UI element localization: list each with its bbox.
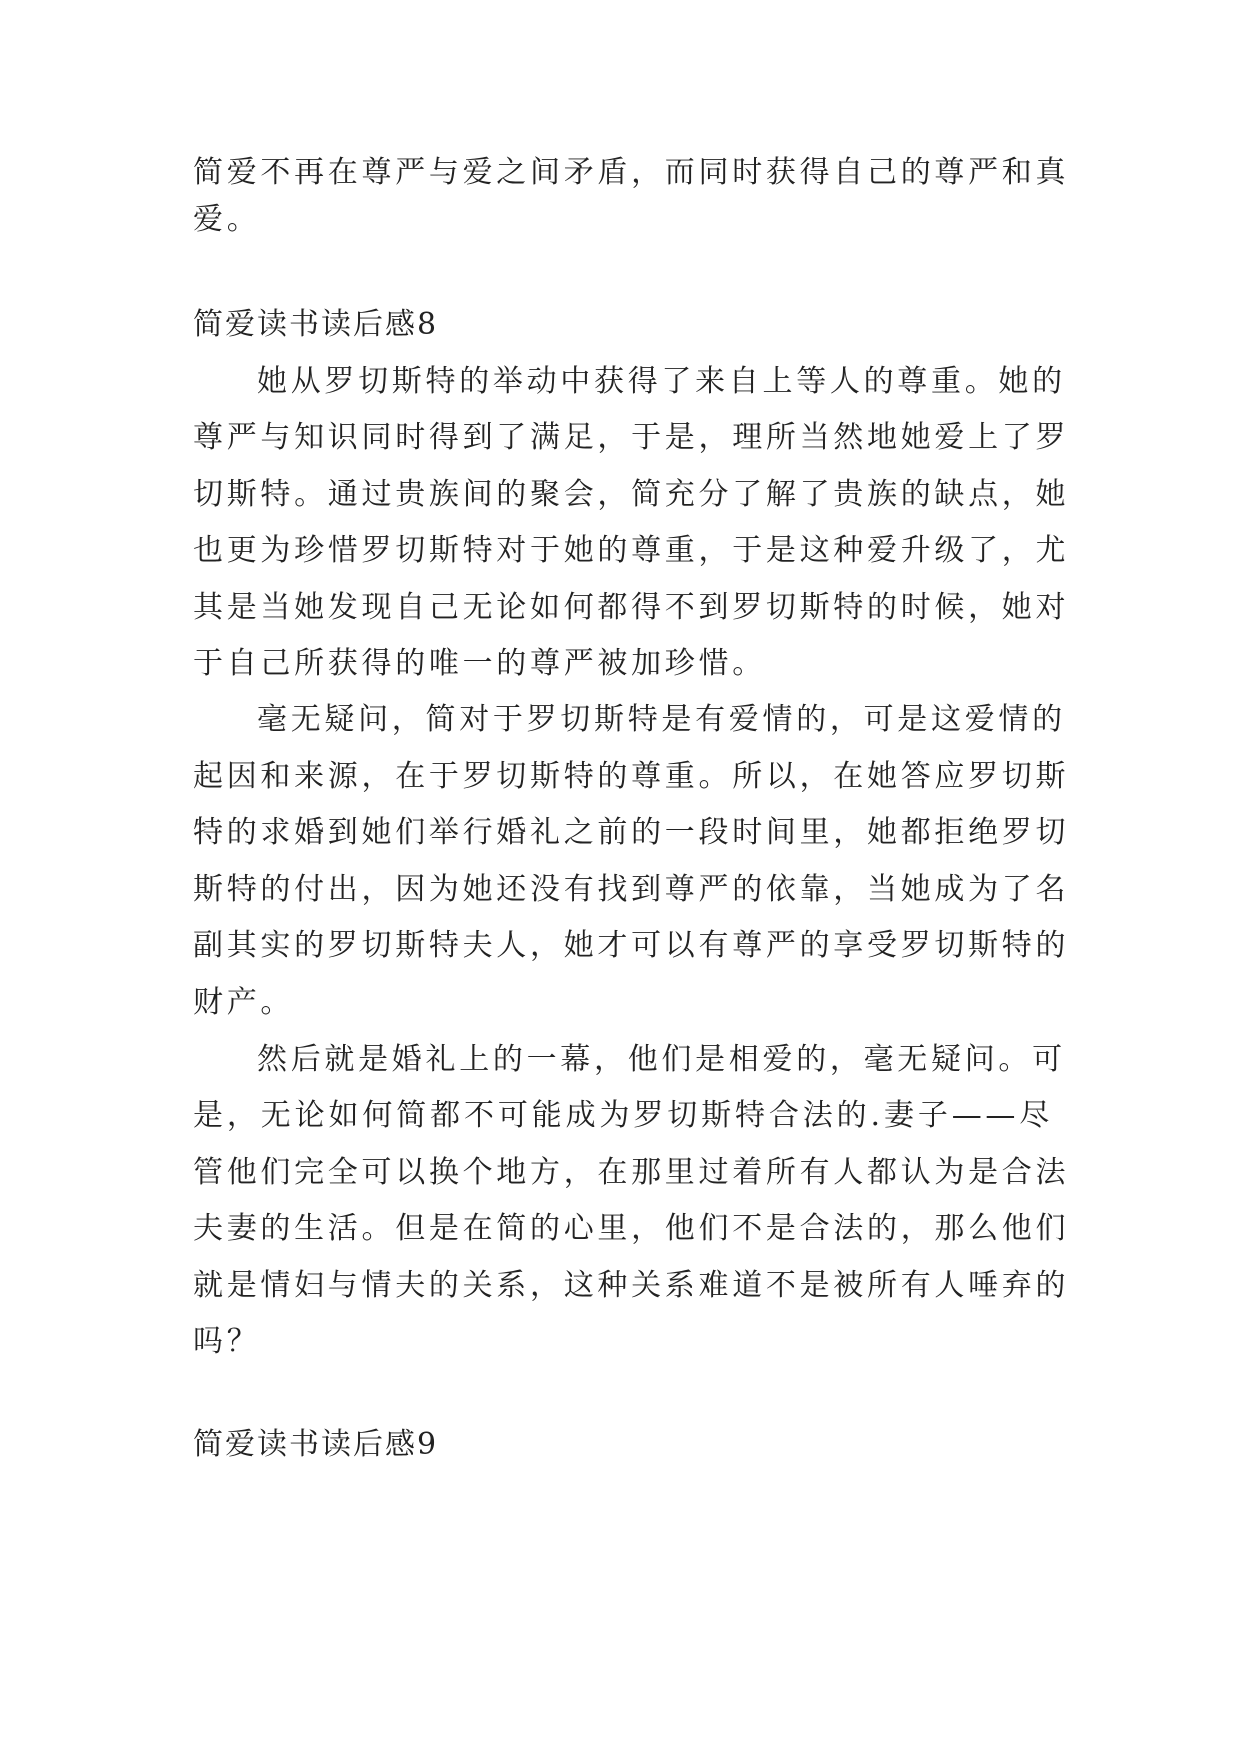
s8-p1-line-3: 切斯特。通过贵族间的聚会，简充分了解了贵族的缺点，她 bbox=[193, 477, 1070, 512]
s8-p2-line-2: 起因和来源，在于罗切斯特的尊重。所以，在她答应罗切斯 bbox=[193, 759, 1070, 794]
section-8-heading: 简爱读书读后感8 bbox=[193, 307, 439, 342]
s8-p1-line-2: 尊严与知识同时得到了满足，于是，理所当然地她爱上了罗 bbox=[193, 420, 1070, 455]
s8-p1-line-4: 也更为珍惜罗切斯特对于她的尊重，于是这种爱升级了，尤 bbox=[193, 533, 1070, 568]
s8-p2-line-5: 副其实的罗切斯特夫人，她才可以有尊严的享受罗切斯特的 bbox=[193, 928, 1070, 963]
s8-p3-line-3: 管他们完全可以换个地方，在那里过着所有人都认为是合法 bbox=[193, 1155, 1070, 1190]
section-9-heading: 简爱读书读后感9 bbox=[193, 1427, 439, 1462]
s8-p1-line-1: 她从罗切斯特的举动中获得了来自上等人的尊重。她的 bbox=[257, 364, 1066, 399]
s8-p2-line-3: 特的求婚到她们举行婚礼之前的一段时间里，她都拒绝罗切 bbox=[193, 815, 1070, 850]
s8-p3-line-2: 是，无论如何简都不可能成为罗切斯特合法的.妻子——尽 bbox=[193, 1098, 1053, 1133]
s8-p2-line-1: 毫无疑问，简对于罗切斯特是有爱情的，可是这爱情的 bbox=[257, 702, 1066, 737]
s8-p2-line-4: 斯特的付出，因为她还没有找到尊严的依靠，当她成为了名 bbox=[193, 872, 1070, 907]
intro-line-1: 简爱不再在尊严与爱之间矛盾，而同时获得自己的尊严和真 bbox=[193, 155, 1070, 190]
s8-p3-line-5: 就是情妇与情夫的关系，这种关系难道不是被所有人唾弃的 bbox=[193, 1268, 1070, 1303]
s8-p1-line-5: 其是当她发现自己无论如何都得不到罗切斯特的时候，她对 bbox=[193, 590, 1070, 625]
s8-p2-line-6: 财产。 bbox=[193, 985, 295, 1020]
intro-line-2: 爱。 bbox=[193, 202, 261, 237]
s8-p3-line-4: 夫妻的生活。但是在简的心里，他们不是合法的，那么他们 bbox=[193, 1211, 1070, 1246]
s8-p3-line-6: 吗？ bbox=[193, 1324, 261, 1359]
s8-p3-line-1: 然后就是婚礼上的一幕，他们是相爱的，毫无疑问。可 bbox=[257, 1042, 1066, 1077]
s8-p1-line-6: 于自己所获得的唯一的尊严被加珍惜。 bbox=[193, 646, 766, 681]
